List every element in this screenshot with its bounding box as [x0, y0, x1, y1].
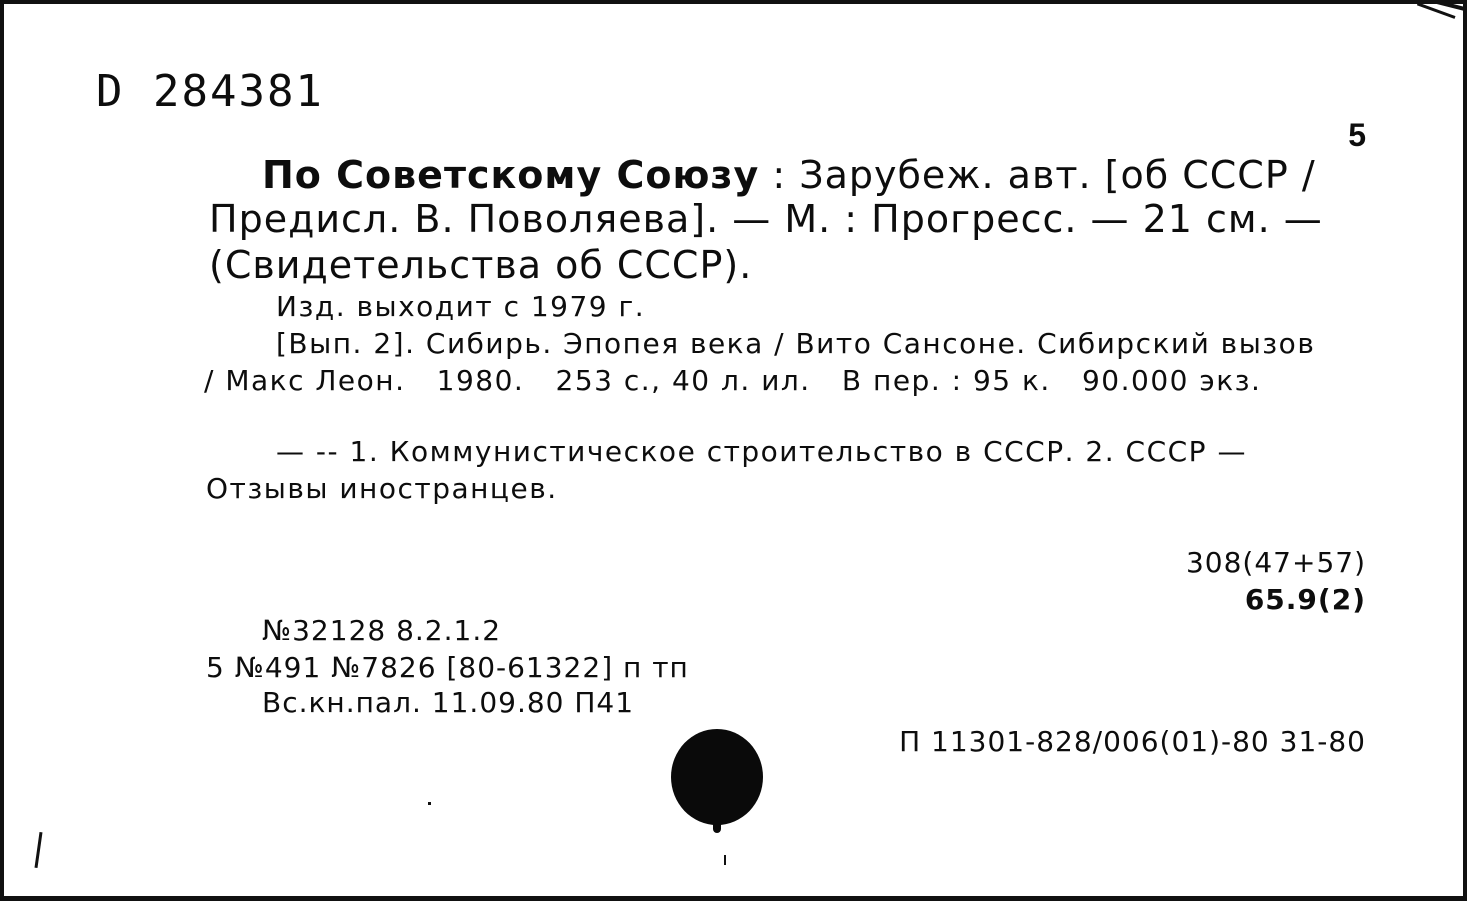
classification-udc: 308(47+57) [1185, 546, 1366, 579]
pencil-mark [35, 832, 43, 868]
code-line-1: №32128 8.2.1.2 [262, 614, 502, 647]
corner-mark [1393, 4, 1463, 34]
punch-hole [671, 729, 763, 825]
ink-speck [428, 802, 431, 805]
code-line-4: П 11301-828/006(01)-80 31-80 [899, 725, 1366, 758]
subject-line-1: — -- 1. Коммунистическое строительство в СССР. 2. СССР — [276, 435, 1247, 468]
classification-bbk: 65.9(2) [1244, 583, 1366, 616]
code-line-2: 5 №491 №7826 [80-61322] п тп [206, 651, 689, 684]
code-line-3: Вс.кн.пал. 11.09.80 П41 [262, 686, 635, 719]
title-line [262, 153, 1316, 197]
bibliographic-line-2: Предисл. В. Поволяева]. — М. : Прогресс. — 21 см. — [209, 197, 1323, 241]
imprint-line: / Макс Леон. 1980. 253 с., 40 л. ил. В пер. : 95 к. 90.000 экз. [204, 364, 1262, 397]
publication-note: Изд. выходит с 1979 г. [276, 290, 646, 323]
ink-speck [724, 855, 726, 865]
card-stamp-number: D 284381 [96, 66, 324, 117]
card-number: 5 [1348, 117, 1366, 153]
punch-hole-tail [713, 819, 721, 833]
subject-line-2: Отзывы иностранцев. [206, 472, 558, 505]
volume-line: [Вып. 2]. Сибирь. Эпопея века / Вито Сансоне. Сибирский вызов [276, 327, 1316, 360]
title-rest: : Зарубеж. авт. [об СССР / [759, 153, 1316, 197]
title-bold: По Советскому Союзу [262, 153, 760, 197]
bibliographic-line-3: (Свидетельства об СССР). [209, 243, 753, 287]
